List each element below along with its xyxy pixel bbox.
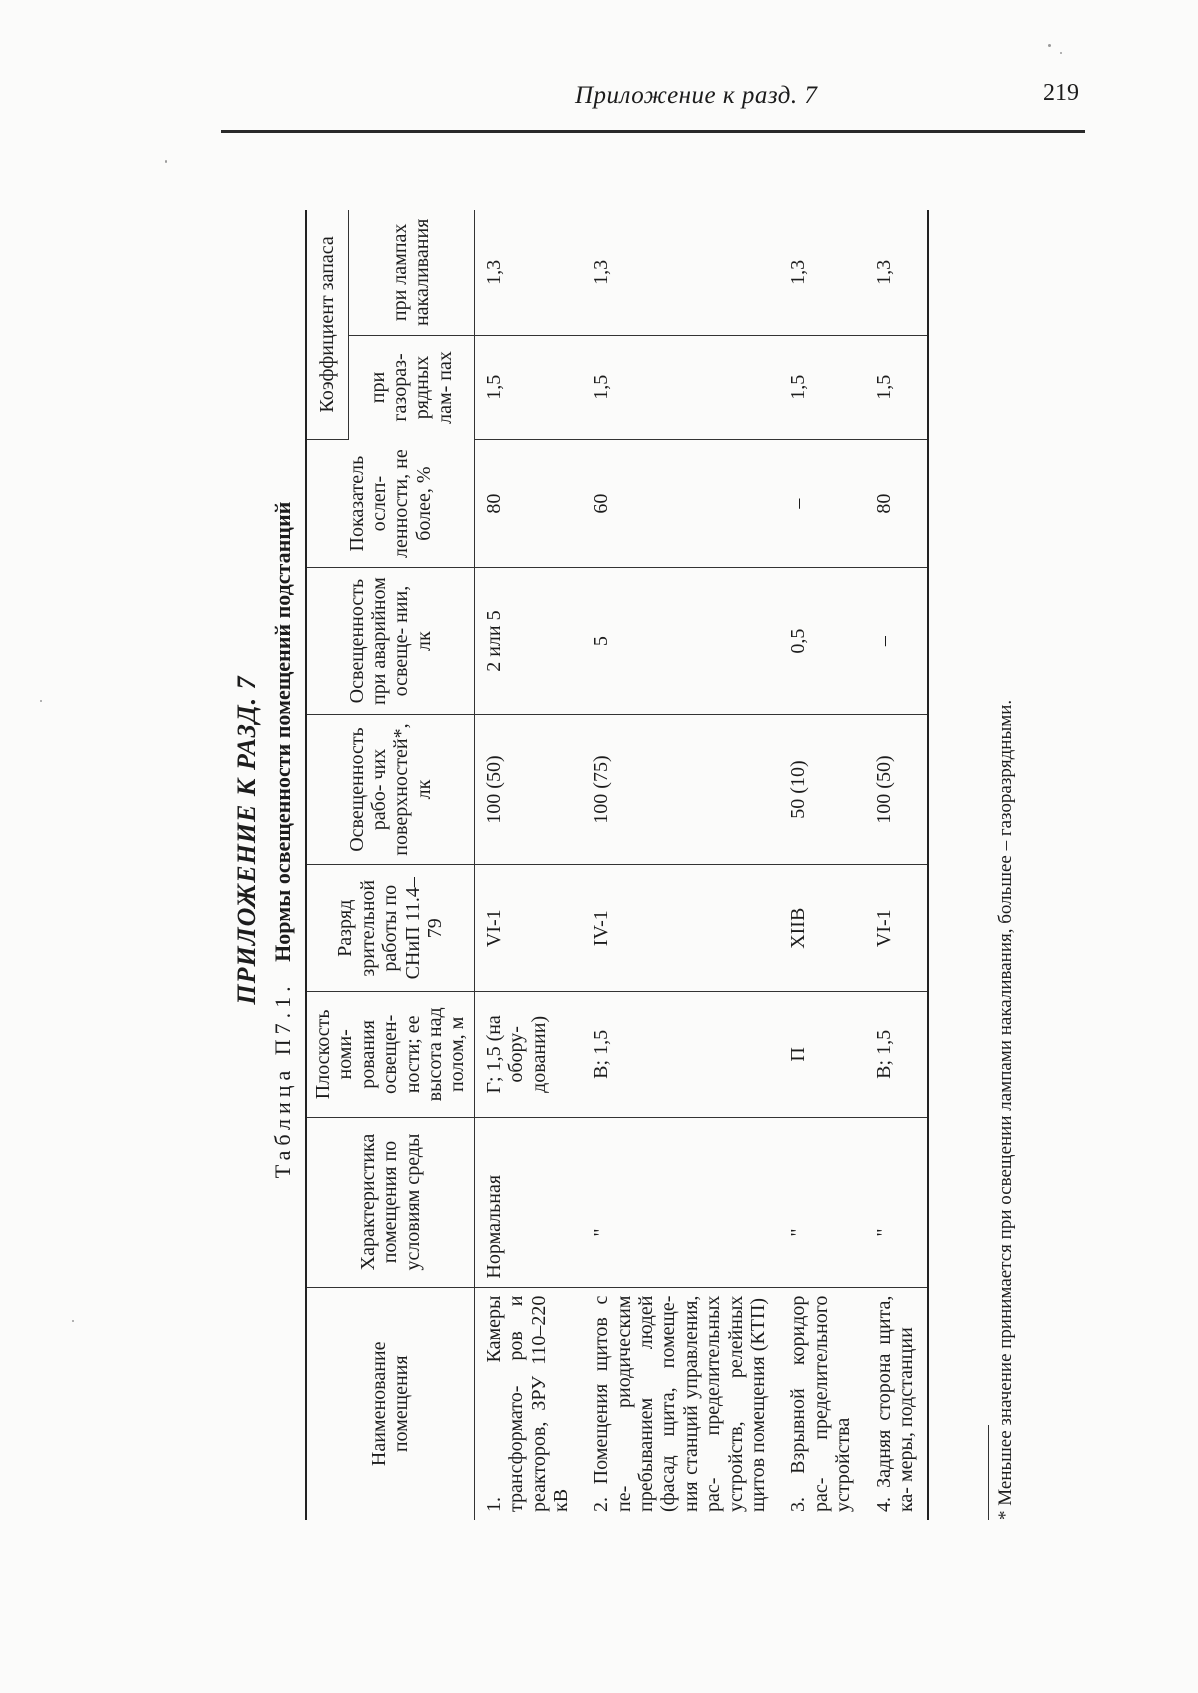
- cell-plane: В; 1,5: [582, 992, 779, 1117]
- col-header-visual-class: Разряд зрительной работы по СНиП 11.4–79: [306, 865, 474, 992]
- scan-speck: [165, 160, 167, 163]
- cell-visual-class: VI-1: [865, 865, 929, 992]
- cell-plane: В; 1,5: [865, 992, 929, 1117]
- cell-glare: 60: [582, 439, 779, 568]
- col-header-reserve-incand: при лампах накаливания: [348, 210, 474, 335]
- cell-reserve-incand: 1,3: [474, 210, 582, 335]
- col-header-glare: Показатель ослеп- ленности, не более, %: [306, 439, 474, 568]
- header-rule: [221, 130, 1085, 133]
- col-header-room-name: Наименование помещения: [306, 1287, 474, 1520]
- footnote: * Меньшее значение принимается при освещении лампами накаливания, большее – газоразрядными.: [995, 699, 1016, 1520]
- cell-work-illum: 100 (50): [865, 714, 929, 865]
- cell-glare: 80: [474, 439, 582, 568]
- cell-plane: П: [779, 992, 864, 1117]
- caption-label: Таблица П7.1.: [270, 981, 295, 1179]
- col-header-emergency-illum: Освещенность при аварийном освеще- нии, лк: [306, 568, 474, 714]
- scan-speck: [72, 1320, 74, 1322]
- cell-visual-class: VI-1: [474, 865, 582, 992]
- cell-environment: Нормальная: [474, 1117, 582, 1287]
- cell-environment: ": [582, 1117, 779, 1287]
- scan-speck: [1048, 44, 1051, 47]
- cell-glare: –: [779, 439, 864, 568]
- col-header-environment: Характеристика помещения по условиям среды: [306, 1117, 474, 1287]
- cell-environment: ": [865, 1117, 929, 1287]
- rotated-page-region: [220, 150, 1090, 1530]
- cell-emergency-illum: –: [865, 568, 929, 714]
- cell-work-illum: 100 (75): [582, 714, 779, 865]
- cell-work-illum: 50 (10): [779, 714, 864, 865]
- cell-glare: 80: [865, 439, 929, 568]
- cell-reserve-gas: 1,5: [474, 335, 582, 439]
- cell-visual-class: XIIВ: [779, 865, 864, 992]
- col-header-plane: Плоскость номи- рования освещен- ности; ее высота над полом, м: [306, 992, 474, 1117]
- appendix-title: ПРИЛОЖЕНИЕ К РАЗД. 7: [232, 675, 261, 1005]
- table-row: [582, 210, 779, 1520]
- cell-emergency-illum: 5: [582, 568, 779, 714]
- table-caption: [270, 150, 296, 1530]
- scan-speck: [1060, 52, 1062, 54]
- col-header-reserve-gas: при газораз- рядных лам- пах: [348, 335, 474, 439]
- page-number: 219: [1043, 80, 1079, 106]
- col-header-reserve-group: Коэффициент запаса: [306, 210, 348, 439]
- cell-reserve-incand: 1,3: [779, 210, 864, 335]
- cell-reserve-incand: 1,3: [865, 210, 929, 335]
- running-title: Приложение к разд. 7: [575, 82, 818, 109]
- cell-visual-class: IV-1: [582, 865, 779, 992]
- col-header-work-illum: Освещенность рабо- чих поверхностей*, лк: [306, 714, 474, 865]
- cell-work-illum: 100 (50): [474, 714, 582, 865]
- footnote-rule: [988, 1425, 989, 1520]
- illumination-norms-table: [305, 210, 929, 1520]
- cell-reserve-incand: 1,3: [582, 210, 779, 335]
- cell-room-name: 3. Взрывной коридор рас- пределительного устройства: [787, 1295, 855, 1512]
- table-row: [865, 210, 929, 1520]
- cell-emergency-illum: 0,5: [779, 568, 864, 714]
- rotated-content: [220, 150, 1090, 1530]
- cell-room-name: 2. Помещения щитов с пе- риодическим пребыванием людей (фасад щита, помеще- ния станций управления, рас- пределительных устройств, релейных щитов помещения (КТП): [590, 1295, 770, 1512]
- cell-reserve-gas: 1,5: [779, 335, 864, 439]
- table-row: [779, 210, 864, 1520]
- scan-speck: [40, 700, 42, 702]
- caption-title: Нормы освещенности помещений подстанций: [270, 501, 295, 962]
- cell-room-name: 1. Камеры трансформато- ров и реакторов, ЗРУ 110–220 кВ: [482, 1295, 572, 1512]
- table-row: [474, 210, 582, 1520]
- cell-plane: Г; 1,5 (на обору- довании): [474, 992, 582, 1117]
- cell-environment: ": [779, 1117, 864, 1287]
- cell-reserve-gas: 1,5: [865, 335, 929, 439]
- cell-reserve-gas: 1,5: [582, 335, 779, 439]
- cell-emergency-illum: 2 или 5: [474, 568, 582, 714]
- cell-room-name: 4. Задняя сторона щита, ка- меры, подстанции: [865, 1287, 929, 1520]
